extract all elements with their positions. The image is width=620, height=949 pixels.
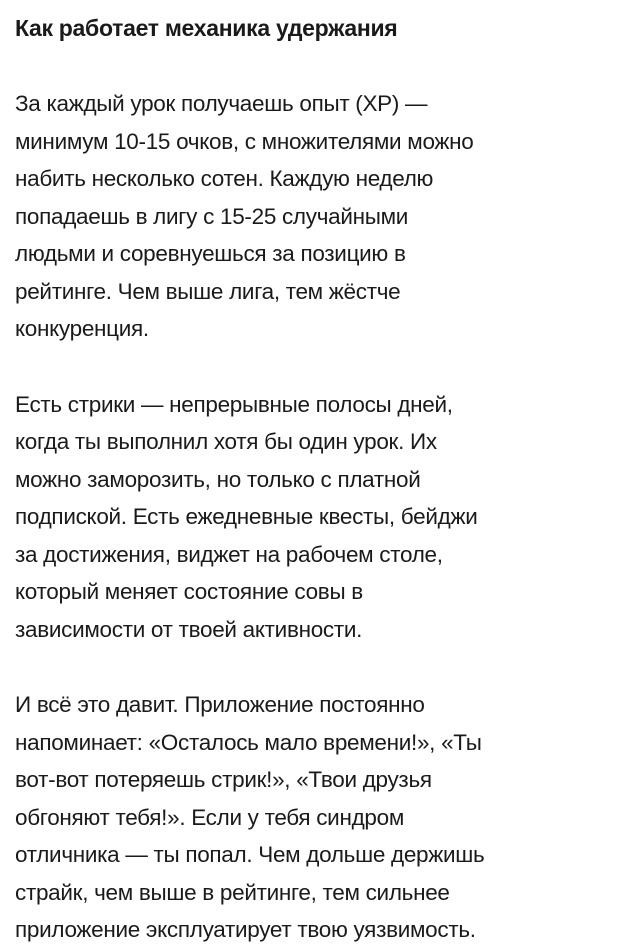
paragraph-pressure <box>15 686 610 949</box>
text-line: который меняет состояние совы в <box>15 579 363 604</box>
text-line: приложение эксплуатирует твою уязвимость. <box>15 917 476 942</box>
text-line: минимум 10-15 очков, с множителями можно <box>15 128 474 154</box>
paragraph-xp-leagues <box>15 85 610 348</box>
text-line: конкуренция. <box>15 316 149 341</box>
text-line: зависимости от твоей активности. <box>15 616 363 642</box>
text-line: страйк, чем выше в рейтинге, тем сильнее <box>15 879 450 905</box>
text-line: вот-вот потеряешь стрик!», «Твои друзья <box>15 767 432 792</box>
text-line: напоминает: «Осталось мало времени!», «Ты <box>15 729 482 755</box>
text-line: можно заморозить, но только с платной <box>15 466 421 492</box>
text-line: набить несколько сотен. Каждую неделю <box>15 166 434 191</box>
paragraph-streaks <box>15 386 610 649</box>
article-title: Как работает механика удержания <box>15 15 398 41</box>
text-line: обгоняют тебя!». Если у тебя синдром <box>15 804 404 830</box>
text-line: попадаешь в лигу с 15-25 случайными <box>15 203 409 229</box>
text-line: когда ты выполнил хотя бы один урок. Их <box>15 429 437 454</box>
text-line: За каждый урок получаешь опыт (XP) — <box>15 91 428 116</box>
text-line: отличника — ты попал. Чем дольше держишь <box>15 842 485 867</box>
text-line: И всё это давит. Приложение постоянно <box>15 692 425 717</box>
text-line: людьми и соревнуешься за позицию в <box>15 241 406 266</box>
text-line: подпиской. Есть ежедневные квесты, бейджи <box>15 504 478 529</box>
text-line: рейтинге. Чем выше лига, тем жёстче <box>15 278 401 304</box>
text-line: за достижения, виджет на рабочем столе, <box>15 541 443 567</box>
text-line: Есть стрики — непрерывные полосы дней, <box>15 391 453 417</box>
